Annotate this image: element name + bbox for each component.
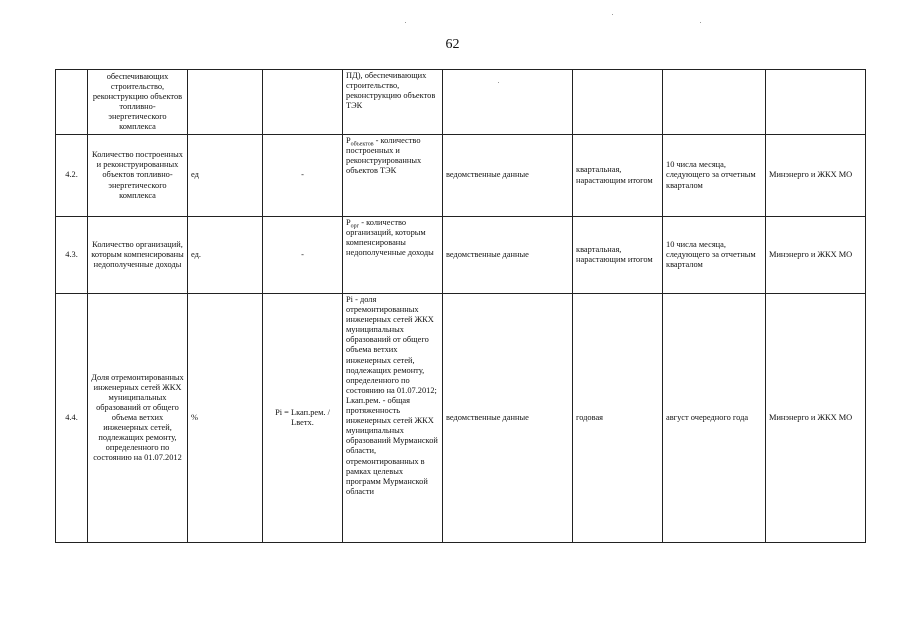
responsible-body: Минэнерго и ЖКХ МО	[766, 294, 866, 543]
row-number: 4.4.	[56, 294, 88, 543]
table-row	[56, 135, 866, 217]
formula-description	[343, 294, 443, 543]
reporting-deadline: август очередного года	[663, 294, 766, 543]
unit-of-measure: %	[188, 294, 263, 543]
row-number	[56, 70, 88, 135]
data-source: ведомственные данные	[443, 135, 573, 217]
indicator-name: Количество построенных и реконструированных объектов топливно-энергетического комплекса	[88, 135, 188, 217]
indicator-name: Доля отремонтированных инженерных сетей ЖКХ муниципальных образований от общего объема ветхих инженерных сетей, подлежащих ремонту, определенного по состоянию на 01.07.2012	[88, 294, 188, 543]
reporting-deadline	[663, 70, 766, 135]
formula-description-text: - количество организаций, которым компенсированы недополученные доходы	[346, 218, 434, 258]
unit-of-measure	[188, 70, 263, 135]
table-row	[56, 294, 866, 543]
reporting-periodicity: квартальная, нарастающим итогом	[573, 135, 663, 217]
responsible-body: Минэнерго и ЖКХ МО	[766, 217, 866, 294]
formula-description-text: Pi - доля отремонтированных инженерных сетей ЖКХ муниципальных образований от общего объема ветхих инженерных сетей, подлежащих ремонту, определенного по состоянию на 01.07.2012; Lкап.рем. - общая протяженность инженерных сетей ЖКХ муниципальных образований Мурманской области, отремонтированных в рамках целевых программ Мурманской области	[346, 295, 438, 496]
page-number: 62	[445, 37, 460, 52]
data-source	[443, 70, 573, 135]
formula-description-text: ПД), обеспечивающих строительство, реконструкцию объектов ТЭК	[346, 71, 436, 111]
formula-description	[343, 70, 443, 135]
reporting-periodicity: квартальная, нарастающим итогом	[573, 217, 663, 294]
indicator-name: обеспечивающих строительство, реконструкцию объектов топливно-энергетического комплекса	[88, 70, 188, 135]
formula-description	[343, 135, 443, 217]
reporting-deadline: 10 числа месяца, следующего за отчетным кварталом	[663, 135, 766, 217]
reporting-periodicity	[573, 70, 663, 135]
reporting-deadline: 10 числа месяца, следующего за отчетным кварталом	[663, 217, 766, 294]
data-source: ведомственные данные	[443, 294, 573, 543]
calculation-formula	[263, 70, 343, 135]
data-source: ведомственные данные	[443, 217, 573, 294]
formula-variable: P	[346, 218, 351, 227]
calculation-formula: -	[263, 217, 343, 294]
reporting-periodicity: годовая	[573, 294, 663, 543]
formula-description	[343, 217, 443, 294]
formula-variable-subscript: орг	[350, 223, 360, 230]
formula-variable: P	[346, 136, 351, 145]
table-row	[56, 70, 866, 135]
responsible-body	[766, 70, 866, 135]
calculation-formula: -	[263, 135, 343, 217]
table-row	[56, 217, 866, 294]
calculation-formula: Pi = Lкап.рем. / Lветх.	[263, 294, 343, 543]
formula-description-text: - количество построенных и реконструированных объектов ТЭК	[346, 136, 422, 176]
unit-of-measure: ед.	[188, 217, 263, 294]
formula-variable-subscript: объектов	[350, 141, 374, 148]
unit-of-measure: ед	[188, 135, 263, 217]
row-number: 4.3.	[56, 217, 88, 294]
indicator-name: Количество организаций, которым компенсированы недополученные доходы	[88, 217, 188, 294]
row-number: 4.2.	[56, 135, 88, 217]
indicators-table	[55, 69, 866, 543]
responsible-body: Минэнерго и ЖКХ МО	[766, 135, 866, 217]
